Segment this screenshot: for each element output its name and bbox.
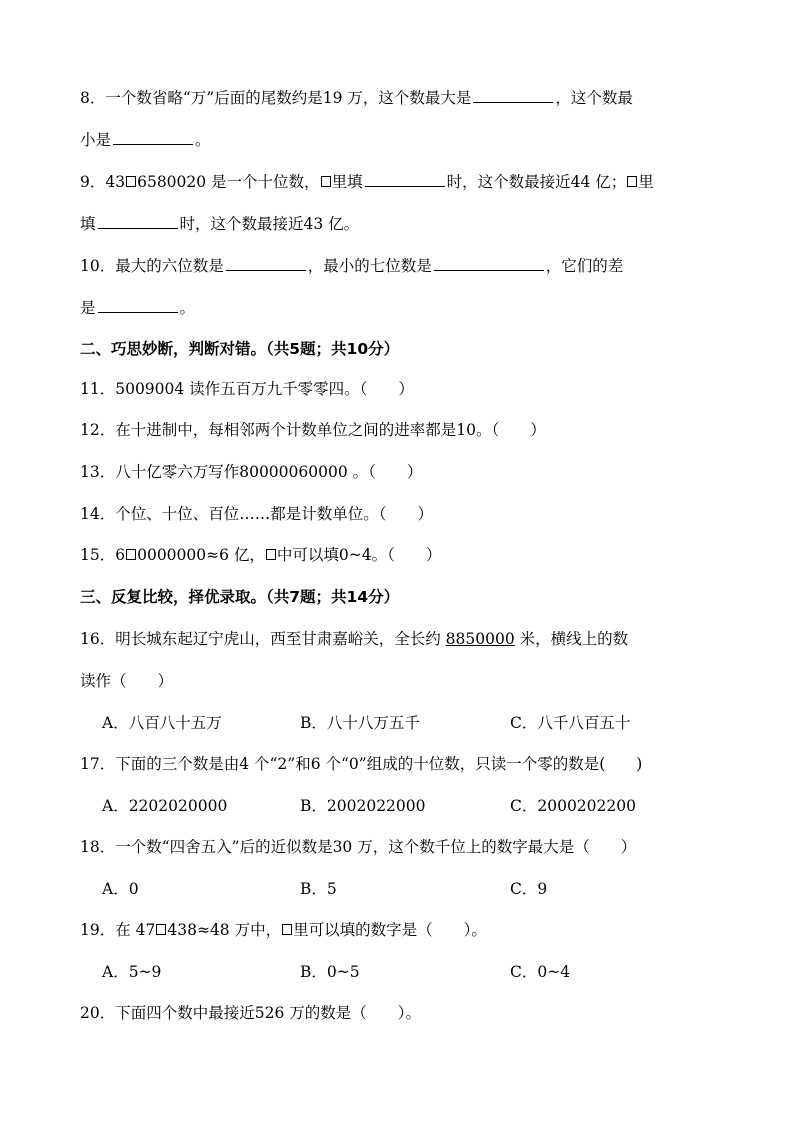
empty-box-icon [126, 176, 136, 187]
underlined-number: 8850000 [445, 630, 515, 648]
question-14: 14．个位、十位、百位……都是计数单位。（ ） [80, 505, 433, 523]
answer-blank[interactable] [113, 128, 193, 145]
option-c[interactable]: C．八千八百五十 [510, 714, 631, 732]
question-16-line1: 16．明长城东起辽宁虎山，西至甘肃嘉峪关，全长约 8850000 米，横线上的数 [80, 630, 629, 648]
option-a[interactable]: A．0 [102, 880, 139, 898]
section-3-title: 三、反复比较，择优录取。（共7题；共14分） [80, 588, 400, 606]
question-17: 17．下面的三个数是由4 个“2”和6 个“0”组成的十位数，只读一个零的数是( ) [80, 755, 643, 773]
question-16-line2: 读作（ ） [80, 672, 174, 690]
question-11: 11．5009004 读作五百万九千零零四。（ ） [80, 380, 414, 398]
option-b[interactable]: B．2002022000 [300, 797, 426, 815]
answer-blank[interactable] [365, 170, 445, 187]
empty-box-icon [627, 176, 637, 187]
answer-blank[interactable] [98, 296, 178, 313]
question-13: 13．八十亿零六万写作80000060000 。（ ） [80, 463, 423, 481]
question-19: 19．在 47 438≈48 万中， 里可以填的数字是（ ）。 [80, 921, 487, 939]
answer-blank[interactable] [473, 86, 553, 103]
option-a[interactable]: A．5~9 [102, 963, 162, 981]
option-b[interactable]: B．5 [300, 880, 337, 898]
option-c[interactable]: C．2000202200 [510, 797, 636, 815]
question-15: 15．6 0000000≈6 亿， 中可以填0~4。（ ） [80, 546, 442, 564]
answer-blank[interactable] [434, 254, 544, 271]
question-10-line2: 是 。 [80, 296, 195, 319]
question-9-line2: 填 时，这个数最接近43 亿。 [80, 212, 359, 235]
answer-blank[interactable] [98, 212, 178, 229]
empty-box-icon [266, 549, 276, 560]
question-20: 20．下面四个数中最接近526 万的数是（ ）。 [80, 1004, 421, 1022]
option-a[interactable]: A．八百八十五万 [102, 714, 222, 732]
answer-blank[interactable] [226, 254, 306, 271]
empty-box-icon [156, 924, 166, 935]
option-b[interactable]: B．八十八万五千 [300, 714, 420, 732]
question-12: 12．在十进制中，每相邻两个计数单位之间的进率都是10。（ ） [80, 421, 546, 439]
option-c[interactable]: C．0~4 [510, 963, 571, 981]
question-10-line1: 10．最大的六位数是 ，最小的七位数是 ，它们的差 [80, 254, 623, 277]
option-b[interactable]: B．0~5 [300, 963, 360, 981]
empty-box-icon [321, 176, 331, 187]
empty-box-icon [126, 549, 136, 560]
question-18: 18．一个数“四舍五入”后的近似数是30 万，这个数千位上的数字最大是（ ） [80, 838, 637, 856]
empty-box-icon [282, 924, 292, 935]
section-2-title: 二、巧思妙断，判断对错。（共5题；共10分） [80, 340, 400, 358]
question-8-line2: 小是 。 [80, 128, 211, 151]
question-8-line1: 8．一个数省略“万”后面的尾数约是19 万，这个数最大是 ，这个数最 [80, 86, 633, 109]
question-9-line1: 9．43 6580020 是一个十位数， 里填 时，这个数最接近44 亿； 里 [80, 170, 654, 193]
option-a[interactable]: A．2202020000 [102, 797, 228, 815]
option-c[interactable]: C．9 [510, 880, 548, 898]
